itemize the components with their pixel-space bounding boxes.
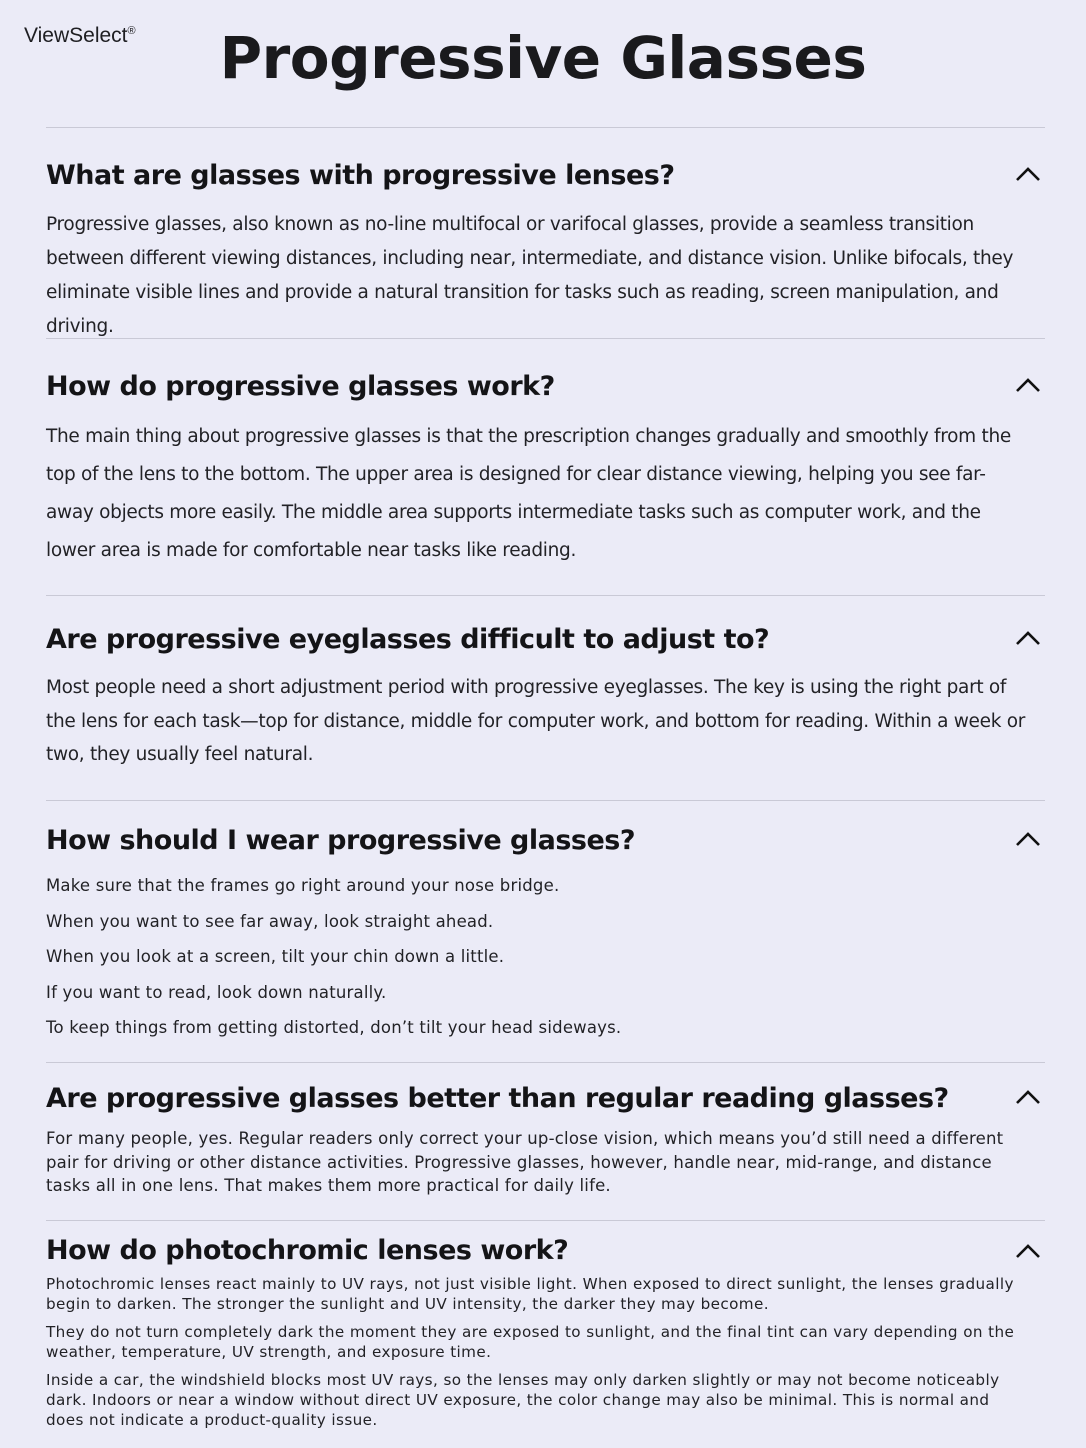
chevron-up-icon[interactable]: [1015, 1243, 1041, 1259]
faq-item: [46, 1062, 1045, 1220]
faq-question[interactable]: How do progressive glasses work?: [46, 371, 555, 402]
chevron-up-icon[interactable]: [1015, 377, 1041, 393]
chevron-up-icon[interactable]: [1015, 630, 1041, 646]
faq-question[interactable]: What are glasses with progressive lenses?: [46, 160, 675, 191]
registered-mark: ®: [127, 25, 136, 37]
faq-item: [46, 127, 1045, 338]
faq-answer: [46, 671, 1026, 772]
faq-item: [46, 1220, 1045, 1448]
answer-paragraph: Inside a car, the windshield blocks most UV rays, so the lenses may only darken slightly or may not become noticeably dark. Indoors or near a window without direct UV exposure, the color change may also be minimal. This is normal and does not indicate a product-quality issue.: [46, 1371, 1000, 1429]
answer-line: If you want to read, look down naturally.: [46, 982, 387, 1002]
answer-line: When you want to see far away, look straight ahead.: [46, 911, 494, 931]
chevron-up-icon[interactable]: [1015, 831, 1041, 847]
faq-item: [46, 338, 1045, 595]
answer-line: When you look at a screen, tilt your chin down a little.: [46, 947, 505, 966]
faq-item: [46, 595, 1045, 800]
answer-line: Make sure that the frames go right around your nose bridge.: [46, 876, 560, 895]
faq-question[interactable]: Are progressive glasses better than regular reading glasses?: [46, 1083, 949, 1114]
faq-answer: [46, 1274, 1026, 1438]
answer-paragraph: For many people, yes. Regular readers only correct your up-close vision, which means you’d still need a different pair for driving or other distance activities. Progressive glasses, however, handle near, mid-range, and distance tasks all in one lens. That makes them more practical for daily life.: [46, 1129, 1004, 1195]
faq-question[interactable]: How do photochromic lenses work?: [46, 1235, 569, 1266]
answer-paragraph: Progressive glasses, also known as no-line multifocal or varifocal glasses, provide a seamless transition between different viewing distances, including near, intermediate, and distance vision. Unlike bifocals, they eliminate visible lines and provide a natural transition for tasks such as reading, screen manipulation, and driving.: [46, 214, 1014, 337]
faq-item: [46, 800, 1045, 1062]
chevron-up-icon[interactable]: [1015, 166, 1041, 182]
faq-answer: [46, 208, 1026, 344]
answer-paragraph: The main thing about progressive glasses is that the prescription changes gradually and smoothly from the top of the lens to the bottom. The upper area is designed for clear distance viewing, helping you see far-away objects more easily. The middle area supports intermediate tasks such as computer work, and the lower area is made for comfortable near tasks like reading.: [46, 426, 1011, 561]
faq-answer: [46, 418, 1026, 570]
answer-paragraph: Most people need a short adjustment period with progressive eyeglasses. The key is using the right part of the lens for each task—top for distance, middle for computer work, and bottom for reading. Within a week or two, they usually feel natural.: [46, 677, 1026, 765]
answer-line: To keep things from getting distorted, don’t tilt your head sideways.: [46, 1018, 622, 1037]
chevron-up-icon[interactable]: [1015, 1089, 1041, 1105]
answer-paragraph: Photochromic lenses react mainly to UV rays, not just visible light. When exposed to direct sunlight, the lenses gradually begin to darken. The stronger the sunlight and UV intensity, the darker they may become.: [46, 1275, 1014, 1313]
answer-paragraph: They do not turn completely dark the moment they are exposed to sunlight, and the final tint can vary depending on the weather, temperature, UV strength, and exposure time.: [46, 1323, 1015, 1361]
faq-question[interactable]: How should I wear progressive glasses?: [46, 825, 636, 856]
faq-answer: [46, 868, 1026, 1046]
faq-answer: [46, 1127, 1026, 1198]
page-title: Progressive Glasses: [219, 24, 867, 92]
brand-name: ViewSelect: [24, 24, 128, 47]
faq-question[interactable]: Are progressive eyeglasses difficult to adjust to?: [46, 624, 770, 655]
